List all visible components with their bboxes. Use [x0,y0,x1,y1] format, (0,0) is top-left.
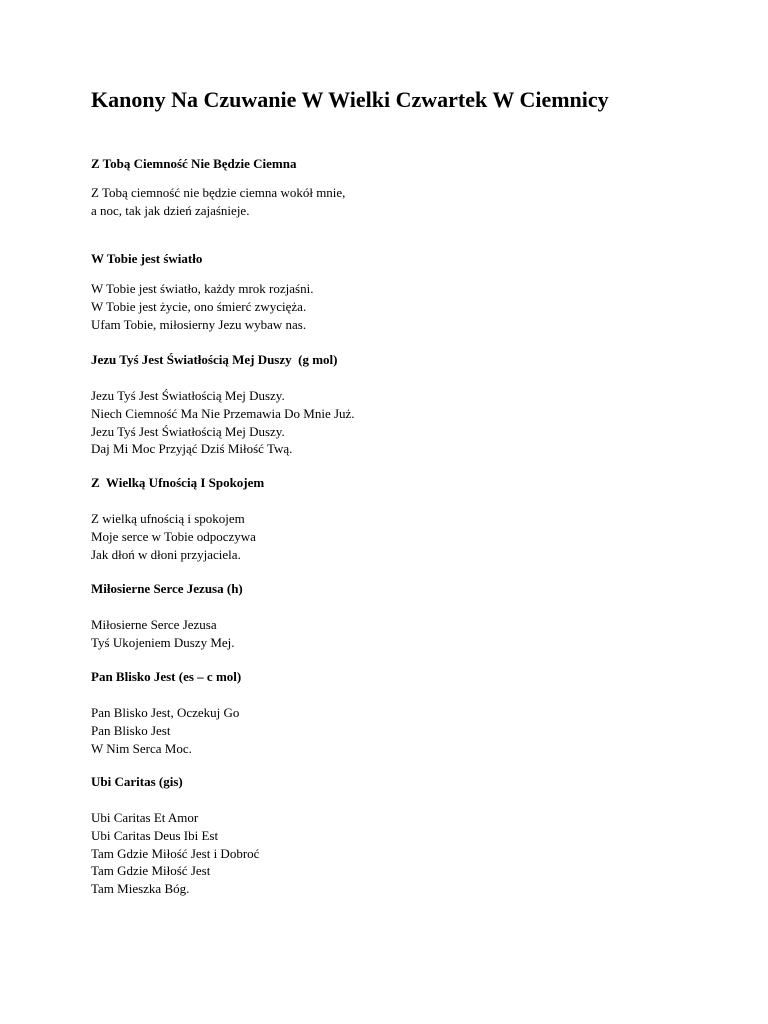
lyric-line: a noc, tak jak dzień zajaśnieje. [91,202,250,218]
song-section [91,351,711,458]
song-lyrics [91,809,711,898]
document-title: Kanony Na Czuwanie W Wielki Czwartek W Ciemnicy [91,87,609,112]
lyric-line: W Tobie jest światło, każdy mrok rozjaśni. [91,281,314,296]
lyric-line: Moje serce w Tobie odpoczywa [91,528,256,544]
lyric-line: Niech Ciemność Ma Nie Przemawia Do Mnie Już. [91,405,355,421]
lyric-line: Jezu Tyś Jest Światłością Mej Duszy. [91,423,285,439]
lyric-line: Pan Blisko Jest, Oczekuj Go [91,705,240,720]
song-section [91,580,711,652]
song-heading: Miłosierne Serce Jezusa (h) [91,581,243,596]
lyric-line: Z wielką ufnością i spokojem [91,511,245,526]
song-heading: Z Wielką Ufnością I Spokojem [91,475,265,490]
song-heading: Pan Blisko Jest (es – c mol) [91,669,242,684]
song-heading: Ubi Caritas (gis) [91,774,183,789]
song-lyrics [91,280,711,333]
lyric-line: Tyś Ukojeniem Duszy Mej. [91,634,235,650]
song-section [91,474,711,563]
lyric-line: Z Tobą ciemność nie będzie ciemna wokół mnie, [91,185,346,200]
lyric-line: Tam Gdzie Miłość Jest i Dobroć [91,845,260,861]
song-section [91,668,711,757]
song-section [91,155,711,220]
lyric-line: Miłosierne Serce Jezusa [91,617,217,632]
song-heading: W Tobie jest światło [91,251,203,266]
lyric-line: W Tobie jest życie, ono śmierć zwycięża. [91,298,307,314]
lyric-line: Ubi Caritas Et Amor [91,810,199,825]
lyric-line: Daj Mi Moc Przyjąć Dziś Miłość Twą. [91,441,293,457]
song-heading: Jezu Tyś Jest Światłością Mej Duszy (g mol) [91,352,338,367]
song-lyrics [91,704,711,757]
lyric-line: Ubi Caritas Deus Ibi Est [91,827,219,843]
lyric-line: Pan Blisko Jest [91,722,171,738]
lyric-line: Jezu Tyś Jest Światłością Mej Duszy. [91,388,285,403]
song-lyrics [91,184,711,220]
lyric-line: Jak dłoń w dłoni przyjaciela. [91,546,241,562]
song-section [91,250,711,333]
song-heading: Z Tobą Ciemność Nie Będzie Ciemna [91,156,297,171]
lyric-line: Tam Gdzie Miłość Jest [91,863,211,879]
lyric-line: Tam Mieszka Bóg. [91,881,190,897]
song-lyrics [91,510,711,563]
lyric-line: W Nim Serca Moc. [91,740,192,756]
song-lyrics [91,387,711,458]
lyric-line: Ufam Tobie, miłosierny Jezu wybaw nas. [91,316,307,332]
song-lyrics [91,616,711,652]
song-section [91,773,711,898]
